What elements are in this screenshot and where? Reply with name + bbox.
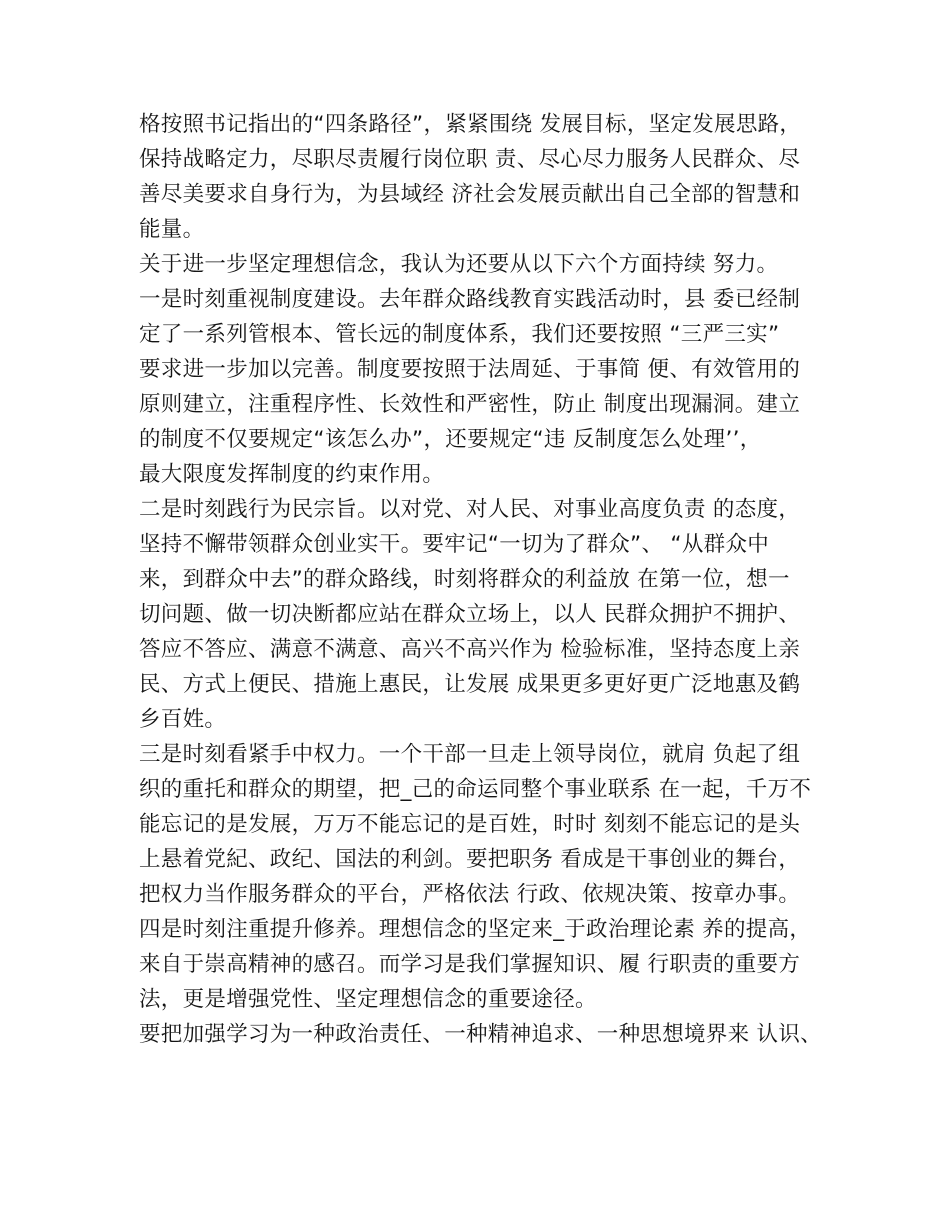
text-line: 来自于崇高精神的感召。而学习是我们掌握知识、履 行职责的重要方 [139,952,801,977]
text-line: 二是时刻践行为民宗旨。以对党、对人民、对事业高度负责 的态度， [139,497,801,522]
text-line: 要求进一步加以完善。制度要按照于法周延、于事简 便、有效管用的 [139,357,801,382]
text-line: 来，到群众中去”的群众路线，时刻将群众的利益放 在第一位，想一 [139,567,790,592]
text-line: 保持战略定力，尽职尽责履行岗位职 责、尽心尽力服务人民群众、尽 [139,147,801,172]
text-line: 切问题、做一切决断都应站在群众立场上，以人 民群众拥护不拥护、 [139,602,801,627]
text-line: 把权力当作服务群众的平台，严格依法 行政、依规决策、按章办事。 [139,882,801,907]
text-line: 民、方式上便民、措施上惠民，让发展 成果更多更好更广泛地惠及鹤 [139,672,801,697]
text-line: 一是时刻重视制度建设。去年群众路线教育实践活动时，县 委已经制 [139,287,801,312]
text-line: 定了一系列管根本、管长远的制度体系，我们还要按照 “三严三实” [139,322,780,347]
text-line: 四是时刻注重提升修养。理想信念的坚定来_于政治理论素 养的提高， [139,917,812,942]
text-line: 能量。 [139,217,205,242]
text-line: 的制度不仅要规定“该怎么办”，还要规定“违 反制度怎么处理’’， [139,427,762,452]
text-line: 三是时刻看紧手中权力。一个干部一旦走上领导岗位，就肩 负起了组 [139,742,801,767]
text-line: 善尽美要求自身行为，为县域经 济社会发展贡献出自己全部的智慧和 [139,182,801,207]
text-line: 最大限度发挥制度的约束作用。 [139,462,445,487]
text-line: 坚持不懈带领群众创业实干。要牢记“一切为了群众”、 “从群众中 [139,532,770,557]
text-line: 答应不答应、满意不满意、高兴不高兴作为 检验标准，坚持态度上亲 [139,637,801,662]
text-line: 原则建立，注重程序性、长效性和严密性，防止 制度出现漏洞。建立 [139,392,801,417]
text-line: 法，更是增强党性、坚定理想信念的重要途径。 [139,987,597,1012]
text-line: 关于进一步坚定理想信念，我认为还要从以下六个方面持续 努力。 [139,252,779,277]
text-line: 上悬着党紀、政纪、国法的利剑。要把职务 看成是干事创业的舞台， [139,847,801,872]
text-line: 格按照书记指出的“四条路径”，紧紧围绕 发展目标，坚定发展思路， [139,112,802,137]
document-body [139,107,839,1052]
text-line: 乡百姓。 [139,707,227,732]
text-line: 要把加强学习为一种政治责任、一种精神追求、一种思想境界来 认识、 [139,1022,822,1047]
text-line: 织的重托和群众的期望，把_己的命运同整个事业联系 在一起，千万不 [139,777,812,802]
text-line: 能忘记的是发展，万万不能忘记的是百姓，时时 刻刻不能忘记的是头 [139,812,801,837]
